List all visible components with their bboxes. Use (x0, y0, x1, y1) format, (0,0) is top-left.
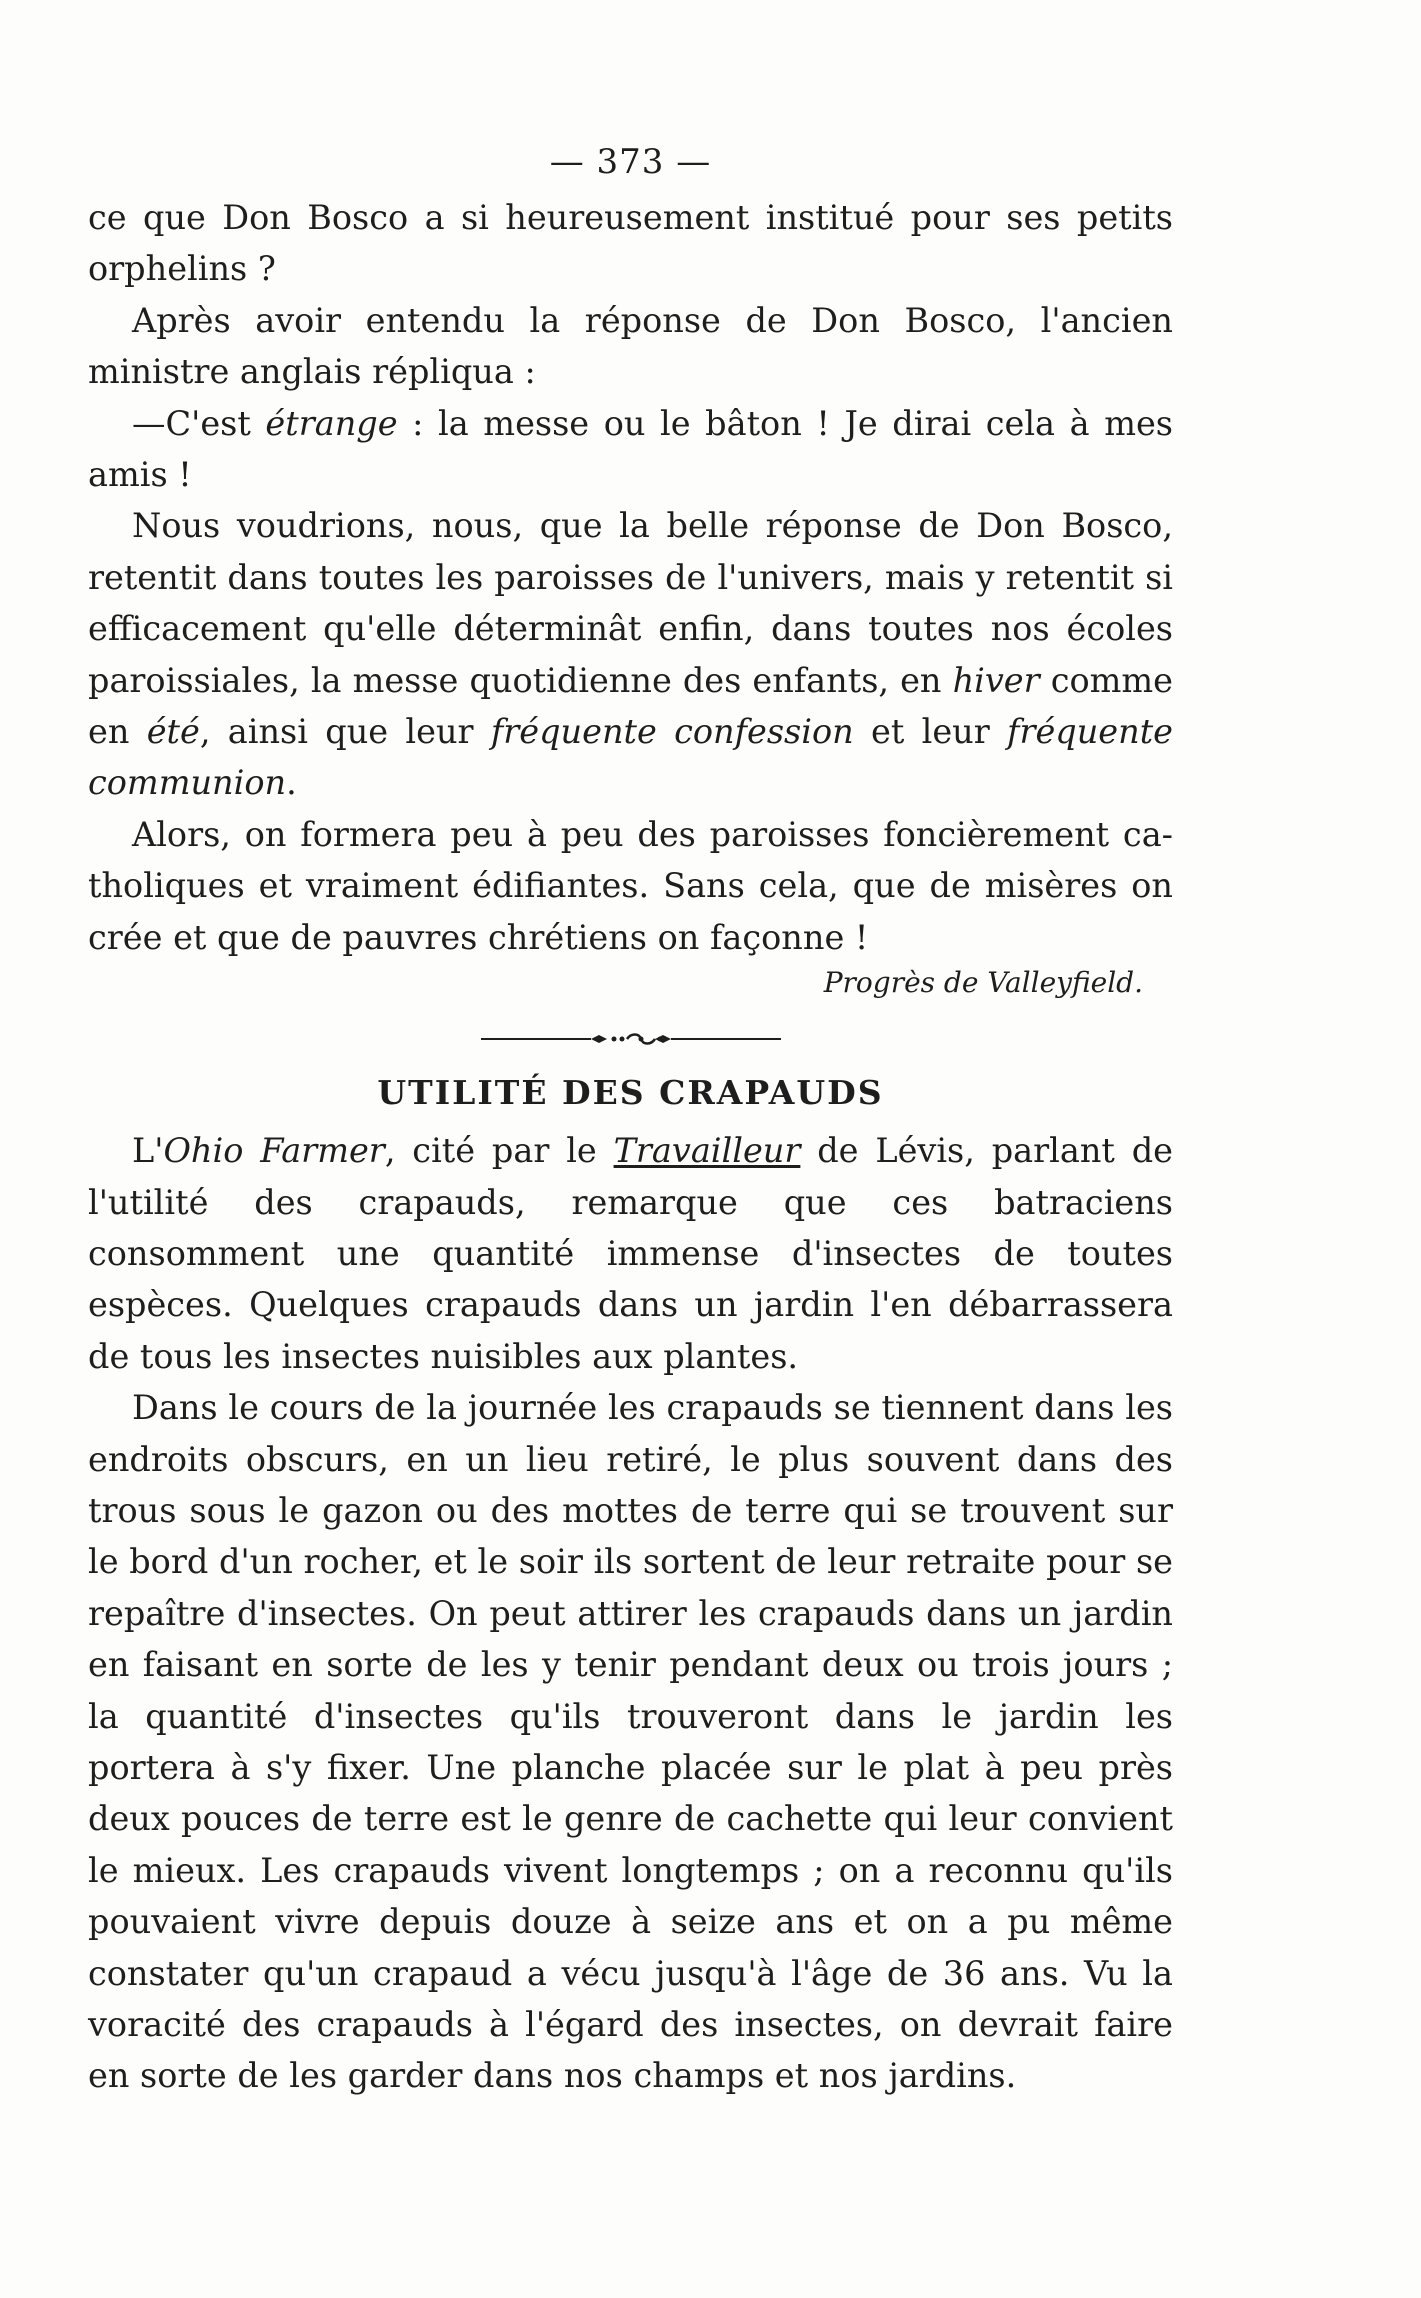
paragraph (88, 192, 1173, 295)
italic-text: fréquente confession (490, 712, 854, 752)
article-crapauds (88, 1125, 1173, 2102)
text-run: . (286, 763, 297, 803)
section-divider-ornament (88, 1029, 1173, 1049)
italic-text: fréquente communion (88, 712, 1173, 803)
text-run: —C'est (132, 403, 266, 443)
text-run: : la messe ou le bâton ! Je dirai cela à mes amis ! (88, 403, 1173, 495)
text-column (88, 140, 1173, 2102)
paragraph (88, 1125, 1173, 1382)
italic-text: hiver (952, 660, 1040, 700)
paragraph (88, 809, 1173, 963)
paragraph (88, 398, 1173, 501)
paragraph (88, 500, 1173, 808)
text-run: comme en (88, 660, 1173, 752)
text-run: , cité par le (384, 1131, 614, 1171)
italic-text: Travailleur (613, 1131, 801, 1171)
article-source: Progrès de Valleyfield. (823, 966, 1143, 1000)
text-run: Alors, on formera peu à peu des paroisses foncièrement catholiques et vraiment édifiantes. Sans cela, que de misères on crée et que de pauvres chrétiens on façonne ! (88, 814, 1173, 957)
text-run: et leur (853, 712, 1008, 752)
text-run: ce que Don Bosco a si heureusement institué pour ses petits orphelins ? (88, 198, 1173, 289)
section-title: UTILITÉ DES CRAPAUDS (377, 1073, 884, 1113)
text-run: , ainsi que leur (199, 712, 491, 752)
text-run: Dans le cours de la journée les crapauds se tiennent dans les endroits obscurs, en un lieu retiré, le plus souvent dans des trous sous le gazon ou des mottes de terre qui se trouvent sur le bord d'un rocher, et le soir ils sortent de leur retraite pour se repaître d'insectes. On peut attirer les crapauds dans un jardin en faisant en sorte de les y tenir pendant deux ou trois jours ; la quantité d'insectes qu'ils trouveront dans le jardin les portera à s'y fixer. Une planche placée sur le plat à peu près deux pouces de terre est le genre de cachette qui leur convient le mieux. Les crapauds vivent longtemps ; on a reconnu qu'ils pouvaient vivre depuis douze à seize ans et on a pu même constater qu'un crapaud a vécu jusqu'à l'âge de 36 ans. Vu la voracité des crapauds à l'égard des insectes, on devrait faire en sorte de les garder dans nos champs et nos jardins. (88, 1388, 1173, 2096)
page-number: — 373 — (549, 142, 712, 182)
italic-text: été (146, 712, 200, 752)
text-run: Nous voudrions, nous, que la belle réponse de Don Bosco, retentit dans toutes les paroisses de l'univers, mais y retentit si efficacement qu'elle déterminât enfin, dans toutes nos écoles paroissiales, la messe quotidienne des enfants, en (88, 506, 1173, 700)
paragraph (88, 295, 1173, 398)
article-don-bosco (88, 192, 1173, 963)
text-run: L' (132, 1131, 164, 1171)
paragraph (88, 1382, 1173, 2102)
italic-text: Ohio Farmer (163, 1131, 385, 1171)
italic-text: étrange (265, 403, 398, 443)
text-run: Après avoir entendu la réponse de Don Bosco, l'ancien ministre anglais répliqua : (88, 300, 1173, 392)
ornament-rule-icon (481, 1029, 781, 1049)
text-run: de Lévis, parlant de l'utilité des crapauds, remarque que ces batraciens consomment une quantité immense d'insectes de toutes espèces. Quelques crapauds dans un jardin l'en débarrassera de tous les insectes nuisibles aux plantes. (88, 1131, 1174, 1376)
